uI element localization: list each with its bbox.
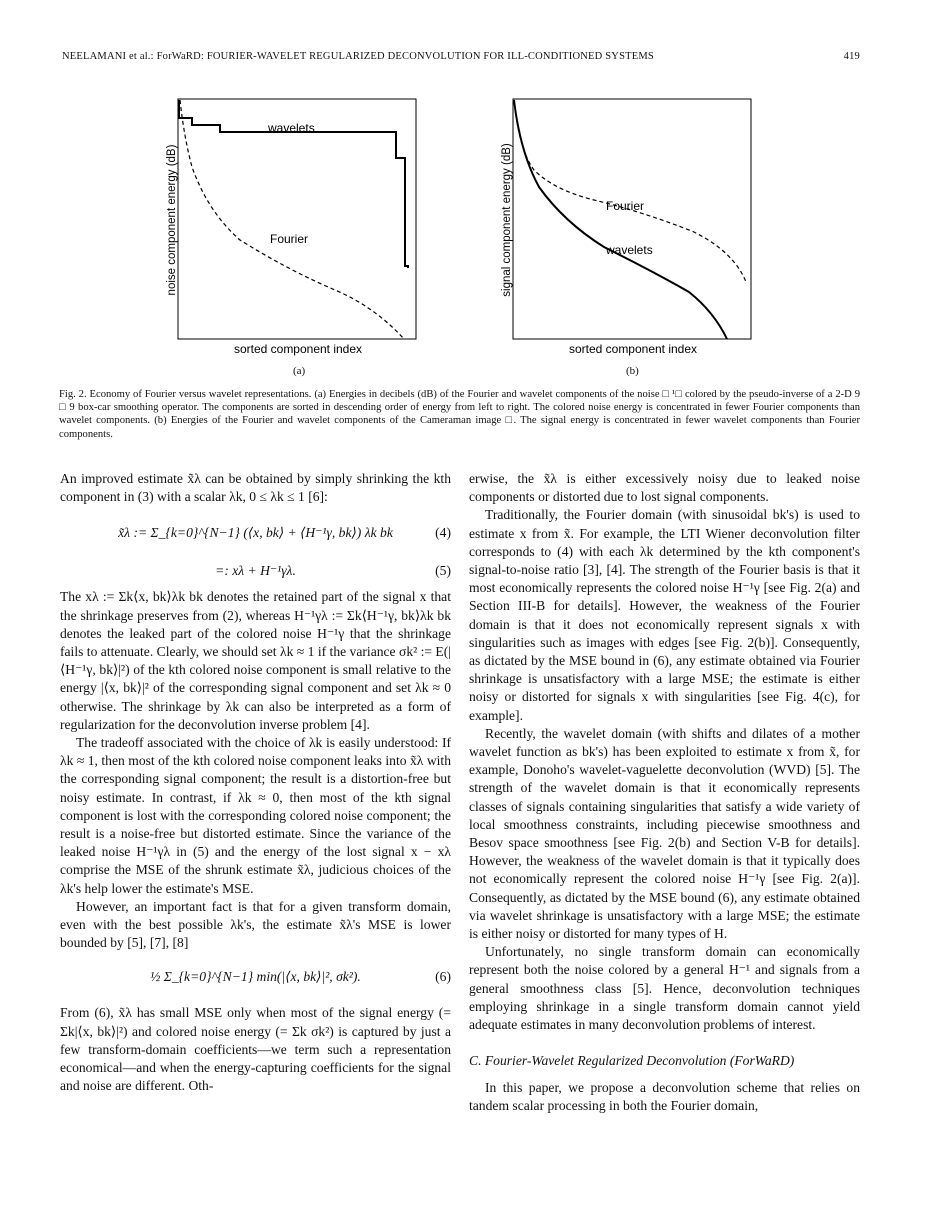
left-paragraph-3: The tradeoff associated with the choice of λk is easily understood: If λk ≈ 1, then most of the kth colored noise component leaks into x̃λ with the corresponding signal component; the result is a distortion-free but noisy estimate. In contrast, if λk ≈ 0, then most of the kth signal component is lost with the corresponding colored noise component; the result is a noise-free but distorted estimate. Since the variance of the leaked noise H⁻¹γλ in (5) and the energy of the lost signal x − xλ comprise the MSE of the shrunk estimate x̃λ, judicious choices of the λk's help lower the estimate's MSE. (60, 735, 451, 896)
equation-4-body: x̃λ := Σ_{k=0}^{N−1} (⟨x, bk⟩ + ⟨H⁻¹γ, bk⟩) λk bk (118, 525, 393, 541)
curve-label-fourier-b: Fourier (606, 199, 645, 213)
curve-fourier-a (180, 100, 404, 339)
equation-4-number: (4) (435, 525, 451, 541)
figure-panel-a (160, 92, 422, 362)
section-heading: C. Fourier-Wavelet Regularized Deconvolution (ForWaRD) (469, 1053, 795, 1069)
left-paragraph-1: An improved estimate x̃λ can be obtained by simply shrinking the kth component in (3) with a scalar λk, 0 ≤ λk ≤ 1 [6]: (60, 471, 451, 505)
left-paragraph-5: From (6), x̃λ has small MSE only when most of the signal energy (= Σk|⟨x, bk⟩|²) and colored noise energy (= Σk σk²) is captured by just a few transform-domain coefficients—we term such a representation economical—and when the energy-capturing coefficients for the signal and noise are different. Oth- (60, 1005, 451, 1094)
running-title: NEELAMANI et al.: ForWaRD: FOURIER-WAVELET REGULARIZED DECONVOLUTION FOR ILL-CONDITIONED SYSTEMS (62, 51, 654, 62)
right-column (469, 470, 860, 1115)
right-paragraph-3: Recently, the wavelet domain (with shifts and dilates of a mother wavelet function as bk's) has been exploited to estimate x from x̃, for example, Donoho's wavelet-vaguelette deconvolution (WVD) [5]. The strength of the wavelet domain is that it economically represents classes of signals containing singularities that satisfy a wide variety of local smoothness constraints, including piecewise smoothness and Besov space smoothness [see Fig. 2(b) and Section V-B for details]. However, the weakness of the wavelet domain is that it typically does not economically represent the colored noise H⁻¹γ [see Fig. 2(a)]. Consequently, as dictated by the MSE bound (6), any estimate obtained via wavelet shrinkage is unsatisfactory with a large MSE; the estimate is either noisy or distorted for many types of H. (469, 725, 860, 942)
left-paragraph-2: The xλ := Σk⟨x, bk⟩λk bk denotes the retained part of the signal x that the shrinkage preserves from (2), whereas H⁻¹γλ := Σk⟨H⁻¹γ, bk⟩λk bk denotes the leaked part of the colored noise H⁻¹γ that the shrinkage fails to attenuate. Clearly, we should set λk ≈ 1 if the variance σk² := E(|⟨H⁻¹γ, bk⟩|²) of the kth colored noise component is small relative to the energy |⟨x, bk⟩|² of the corresponding signal component and set λk ≈ 0 otherwise. The shrinkage by λk can also be interpreted as a form of regularization for the deconvolution inverse problem [4]. (60, 589, 451, 732)
right-paragraph-2: Traditionally, the Fourier domain (with sinusoidal bk's) is used to estimate x from x̃. For example, the LTI Wiener deconvolution filter corresponds to (4) with each λk determined by the kth component's signal-to-noise ratio [3], [4]. The strength of the Fourier basis is that it most economically represents the colored noise H⁻¹γ [see Fig. 2(a) and Section III-B for details]. However, the weakness of the Fourier domain is that it does not economically represent signals x with singularities such as images with edges [see Fig. 2(b)]. Consequently, as dictated by the MSE bound in (6), any estimate obtained via Fourier shrinkage is unsatisfactory with a large MSE; the estimate is either noisy or distorted for signals x with singularities [see Fig. 4(c), for example]. (469, 507, 860, 723)
running-header (62, 51, 860, 62)
equation-6 (60, 952, 451, 1004)
xlabel-a: sorted component index (233, 342, 363, 356)
curve-label-wavelets-a: wavelets (268, 121, 315, 135)
plot-frame-b (513, 99, 751, 339)
sublabel-b: (b) (626, 365, 639, 377)
equation-5 (60, 560, 451, 588)
curve-label-wavelets-b: wavelets (606, 243, 653, 257)
figure-caption: Fig. 2. Economy of Fourier versus wavelet representations. (a) Energies in decibels (dB) of the Fourier and wavelet components of the noise □ ¹□ colored by the pseudo-inverse of a 2-D 9 □ 9 box-car smoothing operator. The components are sorted in descending order of energy from left to right. The colored noise energy is concentrated in fewer Fourier components than wavelet components. (b) Energies of the Fourier and wavelet components of the Cameraman image □. The signal energy is concentrated in fewer wavelet components than Fourier components. (59, 389, 860, 440)
page-number: 419 (843, 51, 860, 62)
equation-6-number: (6) (435, 969, 451, 985)
left-paragraph-4: However, an important fact is that for a given transform domain, even with the best possible λk's, the estimate x̃λ's MSE is lower bounded by [5], [7], [8] (60, 898, 451, 951)
xlabel-b: sorted component index (568, 342, 698, 356)
sublabel-a: (a) (293, 365, 306, 377)
ylabel-a: noise component energy (dB) (166, 144, 178, 296)
equation-5-number: (5) (435, 563, 451, 579)
equation-5-body: =: xλ + H⁻¹γλ. (215, 563, 296, 579)
equation-4 (60, 506, 451, 560)
plot-frame-a (178, 99, 416, 339)
left-column (60, 470, 451, 1095)
right-paragraph-1: erwise, the x̃λ is either excessively noisy due to leaked noise components or distorted due to lost signal components. (469, 471, 860, 505)
curve-wavelets-b (514, 100, 727, 339)
figure-panel-b (494, 92, 756, 362)
ylabel-b: signal component energy (dB) (501, 143, 513, 297)
right-paragraph-4: Unfortunately, no single transform domain can economically represent both the noise colored by a general H⁻¹ and signals from a general smoothness class [5]. Hence, deconvolution techniques employing shrinkage in a single transform domain cannot yield adequate estimates in many deconvolution problems of interest. (469, 944, 860, 1033)
curve-label-fourier-a: Fourier (270, 232, 309, 246)
right-paragraph-5: In this paper, we propose a deconvolution scheme that relies on tandem scalar processing in both the Fourier domain, (469, 1079, 860, 1113)
equation-6-body: ½ Σ_{k=0}^{N−1} min(|⟨x, bk⟩|², σk²). (150, 969, 361, 985)
